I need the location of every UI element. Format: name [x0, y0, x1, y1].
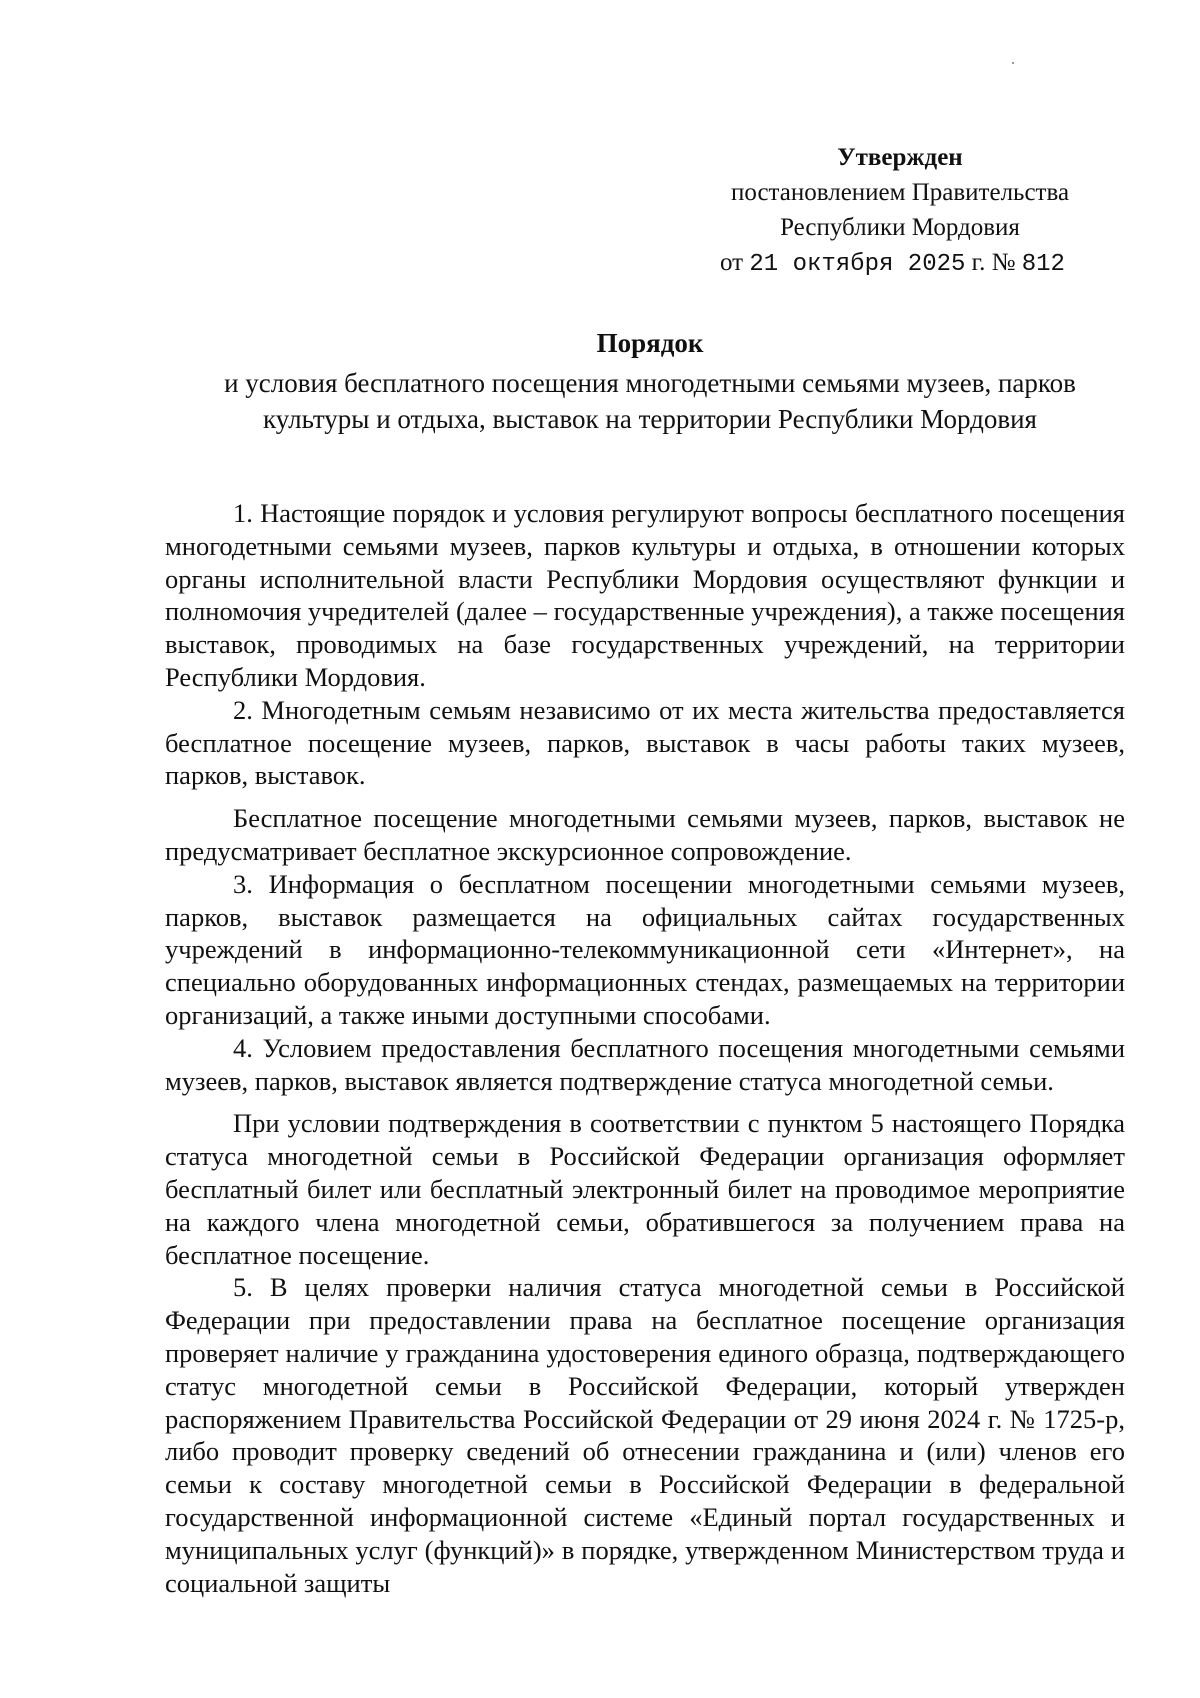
paragraph: 5. В целях проверки наличия статуса многодетной семьи в Российской Федерации при предоставлении права на бесплатное посещение организация проверяет наличие у гражданина удостоверения единого образца, подтверждающего статус многодетной семьи в Российской Федерации, который утвержден распоряжением Правительства Российской Федерации от 29 июня 2024 г. № 1725-р, либо проводит проверку сведений об отнесении гражданина и (или) членов его семьи к составу многодетной семьи в Российской Федерации в федеральной государственной информационной системе «Единый портал государственных и муниципальных услуг (функций)» в порядке, утвержденном Министерством труда и социальной защиты [165, 1272, 1125, 1598]
date-prefix: от [720, 249, 744, 276]
approval-stamp-block [690, 140, 1110, 282]
resolution-number: 812 [1021, 251, 1065, 278]
date-value: 21 октября 2025 [749, 251, 966, 278]
approval-line-republic: Республики Мордовия [780, 214, 1020, 241]
approval-line-resolution: постановлением Правительства [730, 179, 1070, 206]
paragraph: При условии подтверждения в соответствии с пунктом 5 настоящего Порядка статуса многодетной семьи в Российской Федерации организация оформляет бесплатный билет или бесплатный электронный билет на проводимое мероприятие на каждого члена многодетной семьи, обратившегося за получением права на бесплатное посещение. [165, 1108, 1125, 1270]
document-title [160, 325, 1140, 437]
title-heading: Порядок [596, 328, 704, 358]
paragraph: 3. Информация о бесплатном посещении многодетными семьями музеев, парков, выставок размещается на официальных сайтах государственных учреждений в информационно-телекоммуникационной сети «Интернет», на специально оборудованных информационных стендах, размещаемых на территории организаций, а также иными доступными способами. [165, 868, 1125, 1030]
paragraph: 4. Условием предоставления бесплатного посещения многодетными семьями музеев, парков, выставок является подтверждение статуса многодетной семьи. [165, 1032, 1125, 1096]
paragraph: 2. Многодетным семьям независимо от их места жительства предоставляется бесплатное посещение музеев, парков, выставок в часы работы таких музеев, парков, выставок. [165, 694, 1125, 791]
document-body [165, 497, 1125, 1599]
paragraph: Бесплатное посещение многодетными семьями музеев, парков, выставок не предусматривает бесплатное экскурсионное сопровождение. [165, 803, 1125, 866]
title-subtitle-line-1: и условия бесплатного посещения многодетными семьями музеев, парков [224, 368, 1076, 398]
scan-speck [1012, 62, 1014, 64]
paragraph: 1. Настоящие порядок и условия регулируют вопросы бесплатного посещения многодетными семьями музеев, парков культуры и отдыха, в отношении которых органы исполнительной власти Республики Мордовия осуществляют функции и полномочия учредителей (далее – государственные учреждения), а также посещения выставок, проводимых на базе государственных учреждений, на территории Республики Мордовия. [165, 498, 1125, 692]
date-suffix: г. № [971, 249, 1016, 276]
title-subtitle-line-2: культуры и отдыха, выставок на территории Республики Мордовия [263, 404, 1037, 434]
approval-date-line [690, 245, 1110, 282]
approval-title: Утвержден [837, 144, 963, 171]
